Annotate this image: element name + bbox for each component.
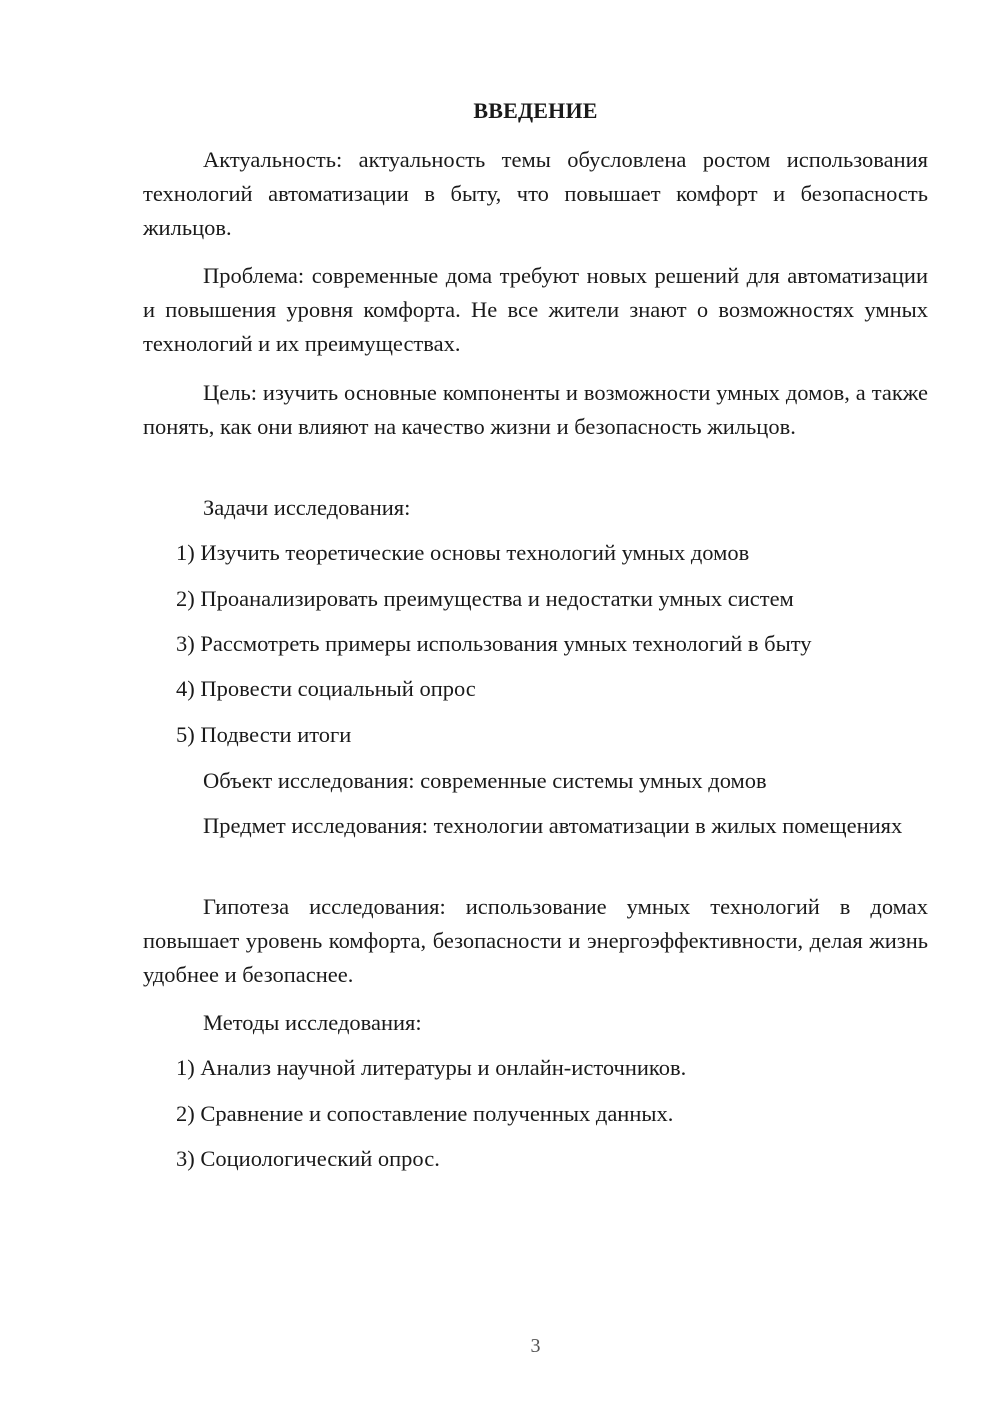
list-item-method-2: 2) Сравнение и сопоставление полученных данных. — [176, 1101, 674, 1126]
paragraph-object: Объект исследования: современные системы умных домов — [203, 768, 767, 793]
paragraph-relevance: Актуальность: актуальность темы обусловлена ростом использования технологий автоматизации в быту, что повышает комфорт и безопасность жильцов. — [143, 147, 928, 240]
list-item-task-1: 1) Изучить теоретические основы технологий умных домов — [176, 540, 750, 565]
paragraph-problem: Проблема: современные дома требуют новых решений для автоматизации и повышения уровня комфорта. Не все жители знают о возможностях умных технологий и их преимуществах. — [143, 263, 928, 356]
list-item-method-3: 3) Социологический опрос. — [176, 1146, 440, 1171]
tasks-heading: Задачи исследования: — [203, 495, 411, 520]
section-title: ВВЕДЕНИЕ — [473, 98, 598, 123]
list-item-method-1: 1) Анализ научной литературы и онлайн-источников. — [176, 1055, 687, 1080]
paragraph-goal: Цель: изучить основные компоненты и возможности умных домов, а также понять, как они влияют на качество жизни и безопасность жильцов. — [143, 380, 928, 439]
methods-heading: Методы исследования: — [203, 1010, 422, 1035]
list-item-task-3: 3) Рассмотреть примеры использования умных технологий в быту — [176, 631, 812, 656]
page-number: 3 — [530, 1335, 541, 1357]
list-item-task-2: 2) Проанализировать преимущества и недостатки умных систем — [176, 586, 794, 611]
paragraph-subject: Предмет исследования: технологии автоматизации в жилых помещениях — [203, 813, 903, 838]
document-page — [143, 0, 928, 1414]
paragraph-hypothesis: Гипотеза исследования: использование умных технологий в домах повышает уровень комфорта, безопасности и энергоэффективности, делая жизнь удобнее и безопаснее. — [143, 894, 928, 987]
list-item-task-5: 5) Подвести итоги — [176, 722, 352, 747]
list-item-task-4: 4) Провести социальный опрос — [176, 676, 476, 701]
